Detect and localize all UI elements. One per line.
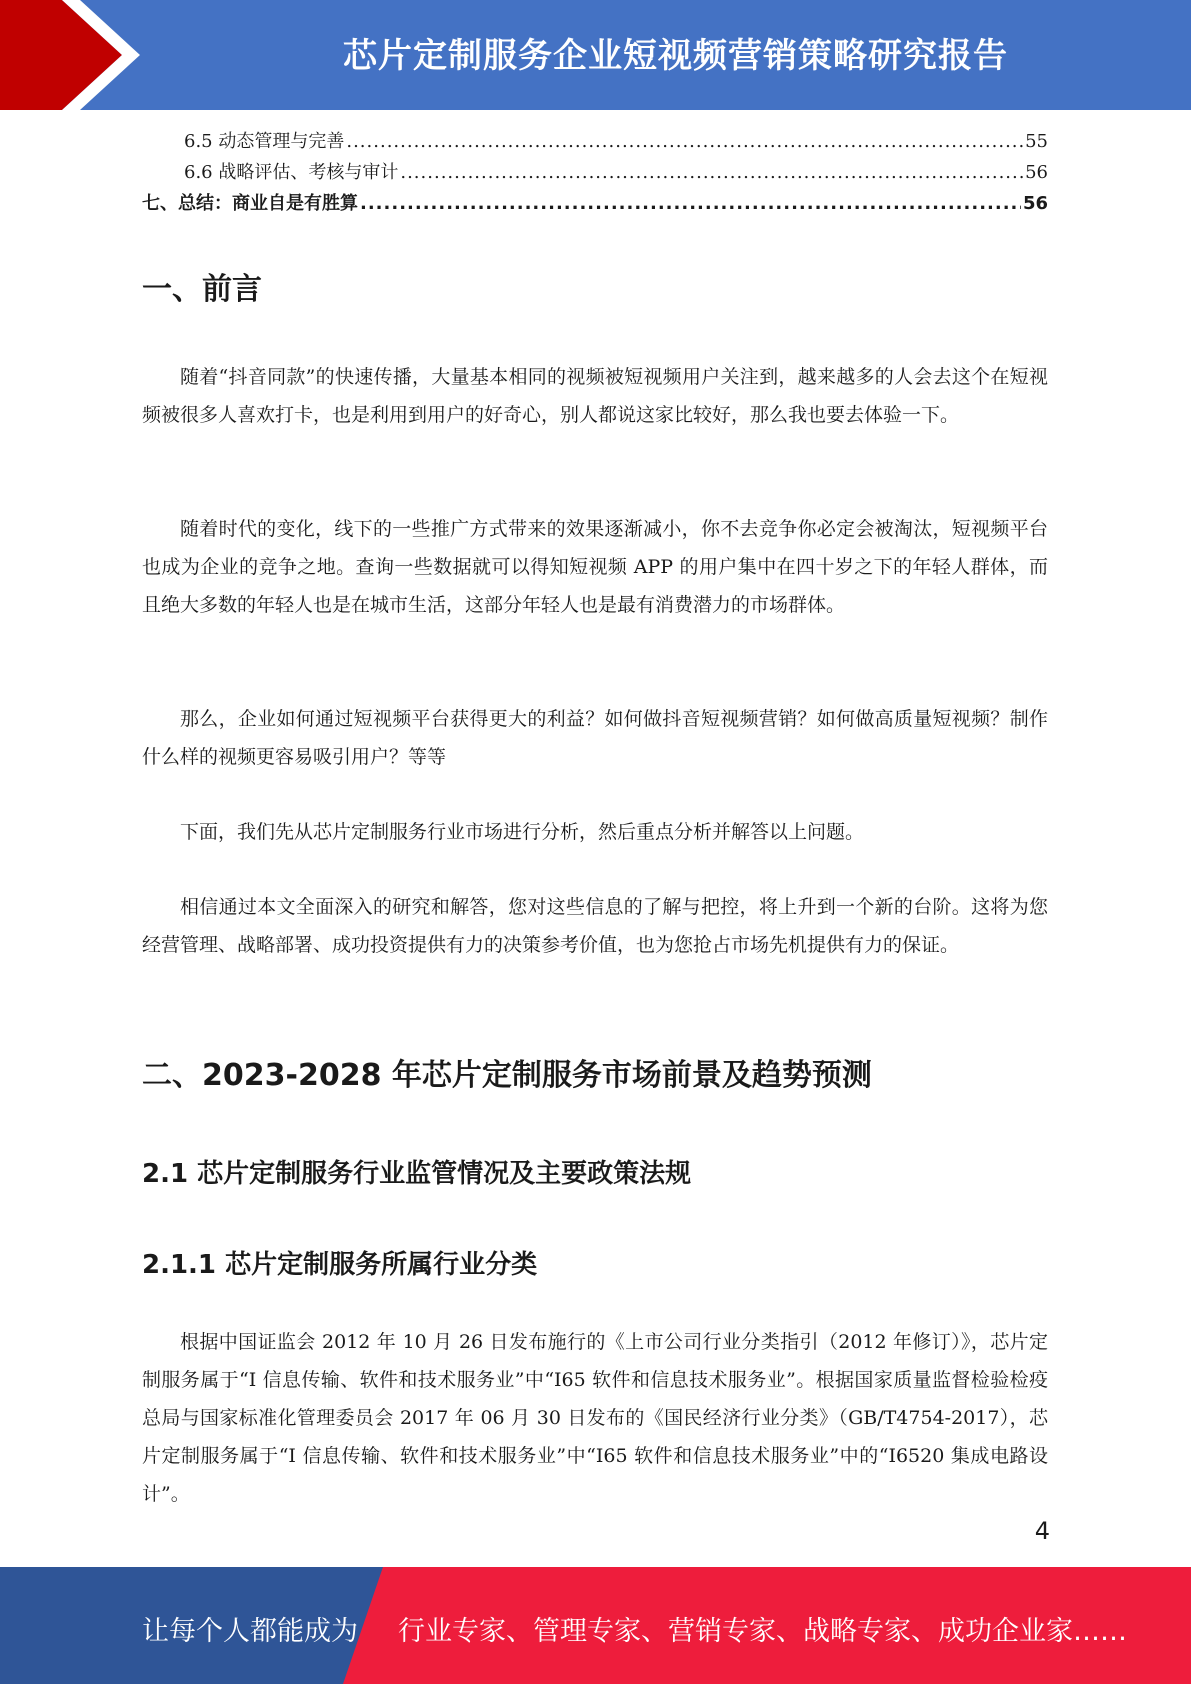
footer-slogan-left: 让每个人都能成为: [142, 1616, 358, 1647]
footer-slogan-right: 行业专家、管理专家、营销专家、战略专家、成功企业家……: [398, 1616, 1127, 1647]
footer-banner: [0, 1567, 1191, 1684]
toc-entry-page: 55: [1025, 131, 1048, 152]
report-header-banner: [0, 0, 1191, 110]
toc-entry-page: 56: [1025, 162, 1048, 183]
toc-entry-title: 6.5 动态管理与完善: [184, 131, 345, 152]
toc-entry[interactable]: [142, 127, 1048, 158]
toc-entry-page: 56: [1022, 193, 1048, 214]
paragraph: 相信通过本文全面深入的研究和解答，您对这些信息的了解与把控，将上升到一个新的台阶。这将为您经营管理、战略部署、成功投资提供有力的决策参考价值，也为您抢占市场先机提供有力的保证。: [142, 896, 1048, 956]
toc-leader-dots: [400, 162, 1023, 183]
paragraph: 那么，企业如何通过短视频平台获得更大的利益？如何做抖音短视频营销？如何做高质量短视频？制作什么样的视频更容易吸引用户？等等: [142, 708, 1048, 768]
toc-entry[interactable]: [142, 158, 1048, 189]
toc-entry-title: 6.6 战略评估、考核与审计: [184, 162, 399, 183]
paragraph: 根据中国证监会 2012 年 10 月 26 日发布施行的《上市公司行业分类指引（2012 年修订）》，芯片定制服务属于“I 信息传输、软件和技术服务业”中“I65 软件和信息技术服务业”。根据国家质量监督检验检疫总局与国家标准化管理委员会 2017 年 06 月 30 日发布的《国民经济行业分类》（GB/T4754-2017），芯片定制服务属于“I 信息传输、软件和技术服务业”中“I65 软件和信息技术服务业”中的“I6520 集成电路设计”。: [142, 1331, 1048, 1505]
paragraph: 下面，我们先从芯片定制服务行业市场进行分析，然后重点分析并解答以上问题。: [180, 821, 865, 843]
paragraph: 随着时代的变化，线下的一些推广方式带来的效果逐渐减小，你不去竞争你必定会被淘汰，短视频平台也成为企业的竞争之地。查询一些数据就可以得知短视频 APP 的用户集中在四十岁之下的年轻人群体，而且绝大多数的年轻人也是在城市生活，这部分年轻人也是最有消费潜力的市场群体。: [142, 518, 1048, 616]
report-title: 芯片定制服务企业短视频营销策略研究报告: [343, 36, 1008, 76]
header-arrow-decoration: [0, 0, 160, 110]
paragraph: 随着“抖音同款”的快速传播，大量基本相同的视频被短视频用户关注到，越来越多的人会去这个在短视频被很多人喜欢打卡，也是利用到用户的好奇心，别人都说这家比较好，那么我也要去体验一下。: [142, 366, 1048, 426]
section-heading-preface: 一、前言: [142, 272, 262, 307]
section-heading-market-outlook: 二、2023-2028 年芯片定制服务市场前景及趋势预测: [142, 1058, 872, 1093]
subsection-heading-regulation: 2.1 芯片定制服务行业监管情况及主要政策法规: [142, 1159, 692, 1189]
table-of-contents: [142, 127, 1048, 220]
toc-leader-dots: [360, 193, 1021, 214]
toc-entry-title: 七、总结：商业自是有胜算: [142, 193, 358, 214]
toc-entry[interactable]: [142, 189, 1048, 220]
toc-leader-dots: [346, 131, 1023, 152]
page-number: 4: [1034, 1517, 1050, 1545]
subsection-heading-classification: 2.1.1 芯片定制服务所属行业分类: [142, 1250, 538, 1280]
